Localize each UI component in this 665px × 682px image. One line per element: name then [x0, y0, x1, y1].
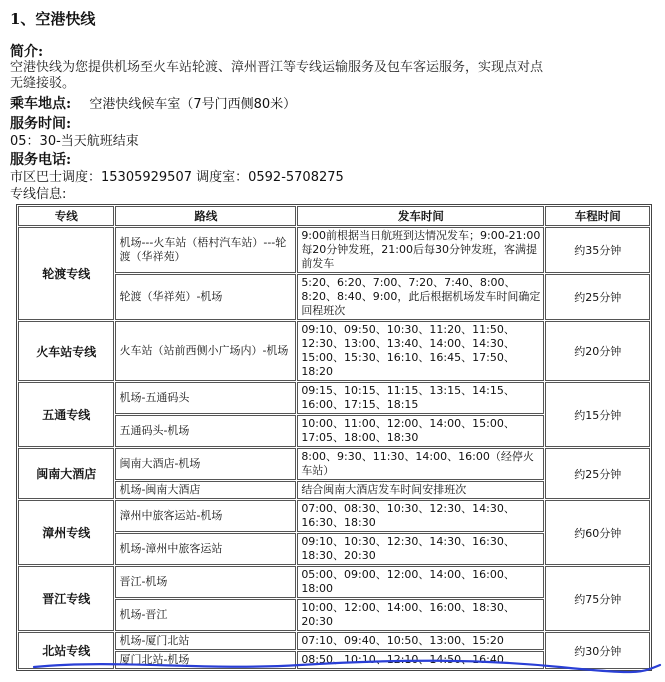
section-heading: 1、空港快线	[10, 10, 96, 28]
duration-cell: 约25分钟	[545, 448, 650, 499]
duration-cell: 约20分钟	[545, 321, 650, 381]
line-name: 火车站专线	[18, 321, 114, 381]
header-route: 路线	[115, 206, 296, 226]
line-name: 五通专线	[18, 382, 114, 447]
header-departure: 发车时间	[297, 206, 544, 226]
pickup-label: 乘车地点:	[10, 96, 72, 112]
schedule-label: 专线信息:	[10, 187, 67, 202]
route-cell: 漳州中旅客运站-机场	[115, 500, 296, 532]
route-cell: 机场-晋江	[115, 599, 296, 631]
header-line: 专线	[18, 206, 114, 226]
route-cell: 火车站（站前西侧小广场内）-机场	[115, 321, 296, 381]
duration-cell: 约30分钟	[545, 632, 650, 669]
times-cell: 9:00前根据当日航班到达情况发车；9:00-21:00每20分钟发班，21:00后每30分钟发班，客满提前发车	[297, 227, 544, 273]
route-cell: 轮渡（华祥苑）-机场	[115, 274, 296, 320]
table-row	[18, 321, 650, 381]
times-cell: 05:00、09:00、12:00、14:00、16:00、18:00	[297, 566, 544, 598]
route-cell: 晋江-机场	[115, 566, 296, 598]
duration-cell: 约25分钟	[545, 274, 650, 320]
route-cell: 五通码头-机场	[115, 415, 296, 447]
line-name: 晋江专线	[18, 566, 114, 631]
duration-cell: 约75分钟	[545, 566, 650, 631]
times-cell: 10:00、12:00、14:00、16:00、18:30、20:30	[297, 599, 544, 631]
duration-cell: 约35分钟	[545, 227, 650, 273]
hours-label: 服务时间:	[10, 116, 72, 132]
line-name: 北站专线	[18, 632, 114, 669]
duration-cell: 约15分钟	[545, 382, 650, 447]
line-name: 轮渡专线	[18, 227, 114, 320]
table-header-row	[18, 206, 650, 226]
times-cell: 09:10、09:50、10:30、11:20、11:50、12:30、13:00、13:40、14:00、14:30、15:00、15:30、16:10、16:45、17:50、18:20	[297, 321, 544, 381]
header-duration: 车程时间	[545, 206, 650, 226]
pen-underline-mark	[0, 655, 665, 682]
route-cell: 机场-五通码头	[115, 382, 296, 414]
times-cell: 09:15、10:15、11:15、13:15、14:15、16:00、17:15、18:15	[297, 382, 544, 414]
table-row	[18, 632, 650, 650]
times-cell: 07:10、09:40、10:50、13:00、15:20	[297, 632, 544, 650]
pickup-row	[10, 96, 296, 113]
times-cell: 10:00、11:00、12:00、14:00、15:00、17:05、18:00、18:30	[297, 415, 544, 447]
table-row	[18, 448, 650, 480]
table-row	[18, 227, 650, 273]
hours-value: 05：30-当天航班结束	[10, 134, 139, 149]
times-cell: 07:00、08:30、10:30、12:30、14:30、16:30、18:30	[297, 500, 544, 532]
times-cell: 8:00、9:30、11:30、14:00、16:00（经停火车站）	[297, 448, 544, 480]
route-cell: 机场-厦门北站	[115, 632, 296, 650]
duration-cell: 约60分钟	[545, 500, 650, 565]
table-row	[18, 500, 650, 532]
times-cell: 结合闽南大酒店发车时间安排班次	[297, 481, 544, 499]
route-cell: 机场-漳州中旅客运站	[115, 533, 296, 565]
schedule-table	[16, 204, 652, 671]
route-cell: 厦门北站-机场	[115, 651, 296, 669]
phone-label: 服务电话:	[10, 152, 72, 168]
table-row	[18, 382, 650, 414]
phone-value: 市区巴士调度：15305929507 调度室：0592-5708275	[10, 170, 344, 185]
times-cell: 5:20、6:20、7:00、7:20、7:40、8:00、8:20、8:40、9:00，此后根据机场发车时间确定回程班次	[297, 274, 544, 320]
intro-text-line-1: 空港快线为您提供机场至火车站轮渡、漳州晋江等专线运输服务及包车客运服务，实现点对点	[10, 60, 544, 75]
line-name: 漳州专线	[18, 500, 114, 565]
intro-label: 简介:	[10, 44, 44, 60]
route-cell: 机场-闽南大酒店	[115, 481, 296, 499]
times-cell: 09:10、10:30、12:30、14:30、16:30、18:30、20:30	[297, 533, 544, 565]
route-cell: 机场---火车站（梧村汽车站）---轮渡（华祥苑）	[115, 227, 296, 273]
route-cell: 闽南大酒店-机场	[115, 448, 296, 480]
table-row	[18, 566, 650, 598]
intro-text-line-2: 无缝接驳。	[10, 76, 76, 91]
times-cell: 08:50、10:10、12:10、14:50、16:40	[297, 651, 544, 669]
pickup-value: 空港快线候车室（7号门西侧80米）	[89, 97, 297, 112]
line-name: 闽南大酒店	[18, 448, 114, 499]
